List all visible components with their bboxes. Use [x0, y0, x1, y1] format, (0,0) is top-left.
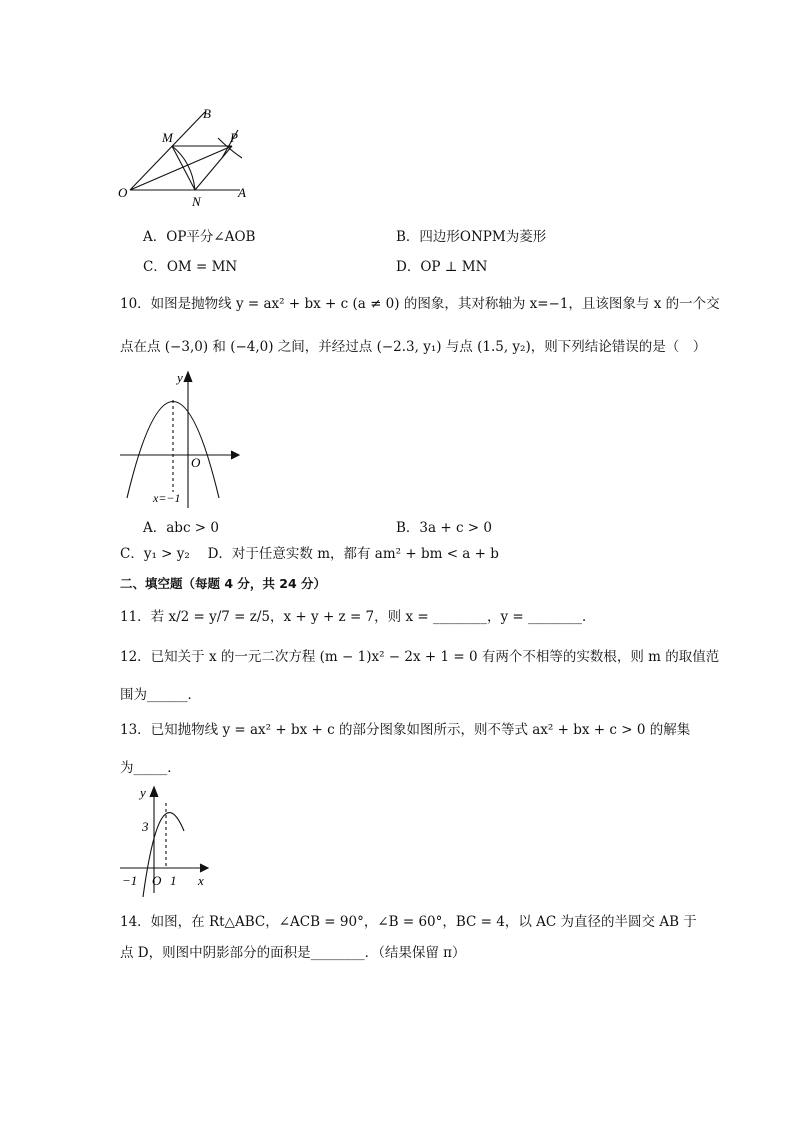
q13-neg1-label: −1	[122, 873, 138, 888]
q9-option-a: A．OP平分∠AOB	[143, 229, 256, 245]
label-N: N	[192, 194, 201, 209]
q13-three-label: 3	[142, 819, 149, 834]
q9-option-d: D．OP ⊥ MN	[396, 259, 488, 275]
label-A: A	[238, 185, 246, 200]
q9-option-c: C．OM = MN	[143, 259, 238, 275]
q13-origin-label: O	[152, 873, 162, 888]
q12-line2: 围为______．	[120, 687, 201, 703]
q13-line1: 13．已知抛物线 y = ax² + bx + c 的部分图象如图所示，则不等式 ax² + bx + c > 0 的解集	[120, 722, 691, 738]
q10-stem-line1: 10．如图是抛物线 y = ax² + bx + c (a ≠ 0) 的图象，其对称轴为 x=−1，且该图象与 x 的一个交	[120, 296, 720, 312]
q11-text: 11．若 x/2 = y/7 = z/5，x + y + z = 7，则 x = ________，y = ________．	[120, 609, 596, 625]
q10-origin-label: O	[191, 455, 201, 470]
label-P: P	[230, 130, 238, 145]
parabola-graph-q10	[115, 370, 245, 510]
q14-line2: 点 D，则图中阴影部分的面积是________．（结果保留 π）	[120, 945, 466, 961]
q13-one-label: 1	[170, 873, 177, 888]
parabola-graph-q13	[118, 785, 228, 900]
q13-line2: 为_____．	[120, 760, 181, 776]
q13-y-label: y	[140, 785, 146, 800]
label-B: B	[203, 106, 211, 121]
q13-x-label: x	[198, 873, 204, 888]
q10-option-a: A．abc > 0	[143, 520, 219, 536]
q10-stem-line2: 点在点 (−3,0) 和 (−4,0) 之间，并经过点 (−2.3, y₁) 与点 (1.5, y₂)，则下列结论错误的是（ ）	[120, 339, 707, 355]
label-M: M	[162, 130, 173, 145]
q10-option-cd: C．y₁ > y₂ D．对于任意实数 m，都有 am² + bm < a + b	[120, 546, 499, 562]
q10-axis-label: x=−1	[153, 491, 181, 505]
q9-option-b: B．四边形ONPM为菱形	[396, 229, 547, 245]
q12-line1: 12．已知关于 x 的一元二次方程 (m − 1)x² − 2x + 1 = 0 有两个不相等的实数根，则 m 的取值范	[120, 649, 720, 665]
label-O: O	[118, 185, 128, 200]
q10-y-label: y	[177, 370, 183, 385]
section-title: 二、填空题（每题 4 分，共 24 分）	[120, 576, 327, 591]
q10-option-b: B．3a + c > 0	[396, 520, 492, 536]
geometry-figure-q9	[110, 100, 370, 210]
q14-line1: 14．如图，在 Rt△ABC，∠ACB = 90°，∠B = 60°，BC = 4，以 AC 为直径的半圆交 AB 于	[120, 914, 697, 930]
